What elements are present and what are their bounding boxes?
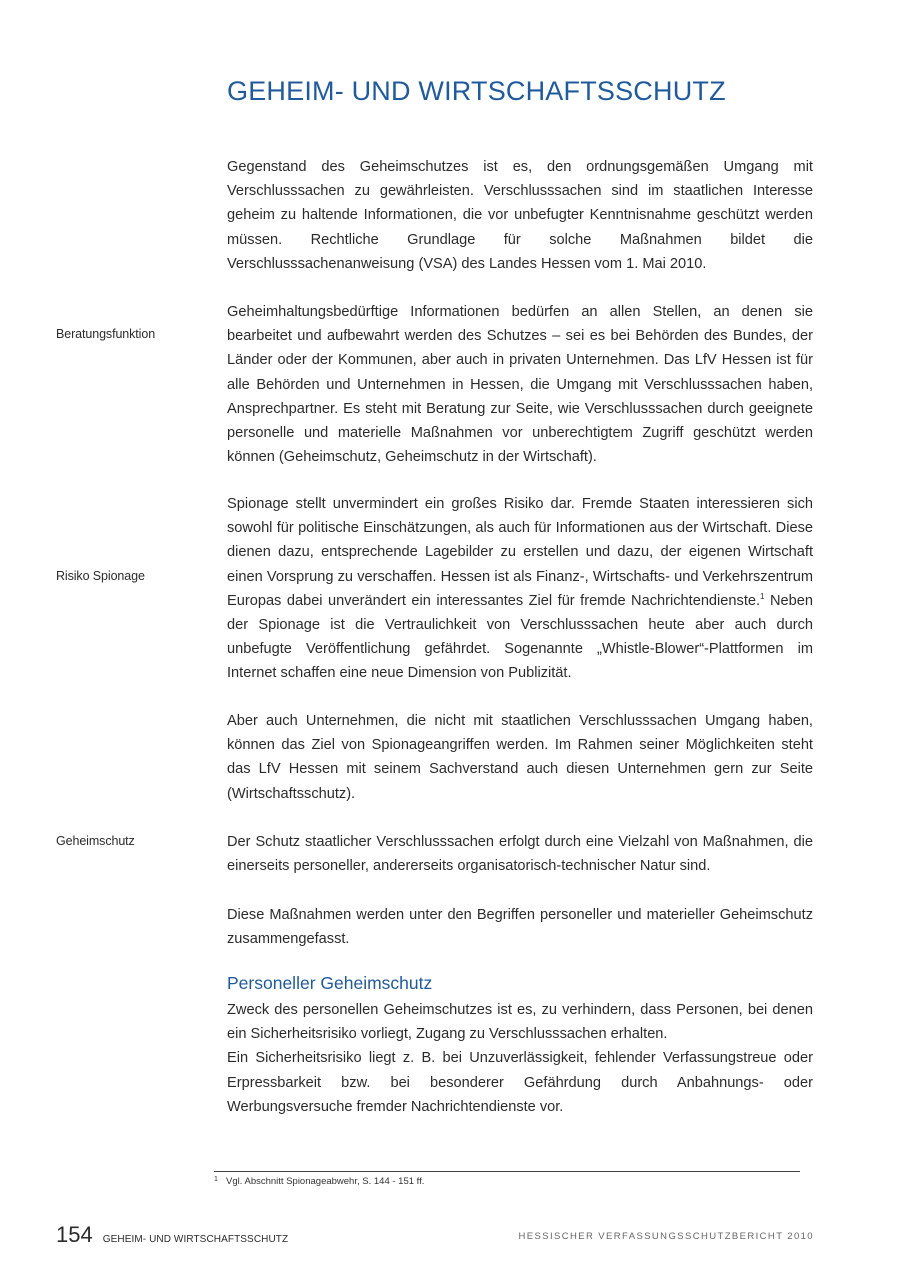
footnote-divider	[214, 1171, 800, 1172]
paragraph-personeller-zweck: Zweck des personellen Geheimschutzes ist es, zu verhindern, dass Personen, bei denen ein Sicherheitsrisiko vorliegt, Zugang zu Verschlusssachen erhalten.	[227, 1002, 813, 1043]
paragraph-wirtschaftsschutz: Aber auch Unternehmen, die nicht mit staatlichen Verschlusssachen Umgang haben, können das Ziel von Spionageangriffen werden. Im Rahmen seiner Möglichkeiten steht das LfV Hessen mit seinem Sachverstand auch diesen Unternehmen gern zur Seite (Wirtschaftsschutz).	[227, 713, 813, 802]
paragraph-risiko-spionage	[227, 492, 813, 686]
margin-label-risiko-spionage: Risiko Spionage	[56, 569, 145, 583]
footer-section-title: GEHEIM- UND WIRTSCHAFTSSCHUTZ	[102, 1234, 289, 1245]
subheading-personeller-geheimschutz: Personeller Geheimschutz	[227, 973, 433, 993]
paragraph-schutzmassnahmen: Der Schutz staatlicher Verschlusssachen erfolgt durch eine Vielzahl von Maßnahmen, die einerseits personeller, andererseits organisatorisch-technischer Natur sind.	[227, 834, 813, 875]
paragraph-risiko-spionage-part-1: Spionage stellt unvermindert ein großes Risiko dar. Fremde Staaten interessieren sich sowohl für politische Einschätzungen, als auch für Informationen aus der Wirtschaft. Diese dienen dazu, entsprechende Lagebilder zu erstellen und dazu, der eigenen Wirtschaft einen Vorsprung zu verschaffen. Hessen ist als Finanz-, Wirtschafts- und Verkehrszentrum Europas dabei unverändert ein interessantes Ziel für fremde Nachrichtendienste.	[227, 496, 813, 609]
footnote	[214, 1176, 424, 1187]
margin-label-geheimschutz: Geheimschutz	[56, 834, 135, 848]
paragraph-beratungsfunktion: Geheimhaltungsbedürftige Informationen bedürfen an allen Stellen, an denen sie bearbeitet und aufbewahrt werden des Schutzes – sei es bei Behörden des Bundes, der Länder oder der Kommunen, aber auch in privaten Unternehmen. Das LfV Hessen ist für alle Behörden und Unternehmen in Hessen, die Umgang mit Verschlusssachen haben, Ansprechpartner. Es steht mit Beratung zur Seite, wie Verschlusssachen durch geeignete personelle und materielle Maßnahmen vor unberechtigtem Zugriff geschützt werden können (Geheimschutz, Geheimschutz in der Wirtschaft).	[227, 304, 813, 466]
paragraph-sicherheitsrisiko: Ein Sicherheitsrisiko liegt z. B. bei Unzuverlässigkeit, fehlender Verfassungstreue oder Erpressbarkeit bzw. bei besonderer Gefährdung durch Anbahnungs- oder Werbungsversuche fremder Nachrichtendienste vor.	[227, 1050, 813, 1115]
paragraph-personeller-geheimschutz	[227, 998, 813, 1119]
paragraph-risiko-spionage-part-2: Neben der Spionage ist die Vertraulichkeit von Verschlusssachen heute aber auch durch unbefugte Veröffentlichung gefährdet. Sogenannte „Whistle-Blower“-Plattformen im Internet schaffen eine neue Dimension von Publizität.	[227, 592, 813, 682]
page-title: GEHEIM- UND WIRTSCHAFTSSCHUTZ	[227, 76, 726, 106]
paragraph-massnahmen-begriffe: Diese Maßnahmen werden unter den Begriffen personeller und materieller Geheimschutz zusammengefasst.	[227, 907, 813, 948]
page-number: 154	[56, 1222, 93, 1247]
footer-publication-title: HESSISCHER VERFASSUNGSSCHUTZBERICHT 2010	[518, 1231, 814, 1242]
footnote-reference[interactable]: 1	[760, 591, 765, 601]
margin-label-beratungsfunktion: Beratungsfunktion	[56, 327, 156, 341]
footnote-text: Vgl. Abschnitt Spionageabwehr, S. 144 - 151 ff.	[226, 1176, 425, 1187]
footnote-number: 1	[214, 1176, 218, 1183]
paragraph-geheimschutz-intro: Gegenstand des Geheimschutzes ist es, den ordnungsgemäßen Umgang mit Verschlusssachen zu gewährleisten. Verschlusssachen sind im staatlichen Interesse geheim zu haltende Informationen, die vor unbefugter Kenntnisnahme geschützt werden müssen. Rechtliche Grundlage für solche Maßnahmen bildet die Verschlusssachenanweisung (VSA) des Landes Hessen vom 1. Mai 2010.	[227, 159, 813, 272]
page-footer-left	[56, 1222, 288, 1248]
